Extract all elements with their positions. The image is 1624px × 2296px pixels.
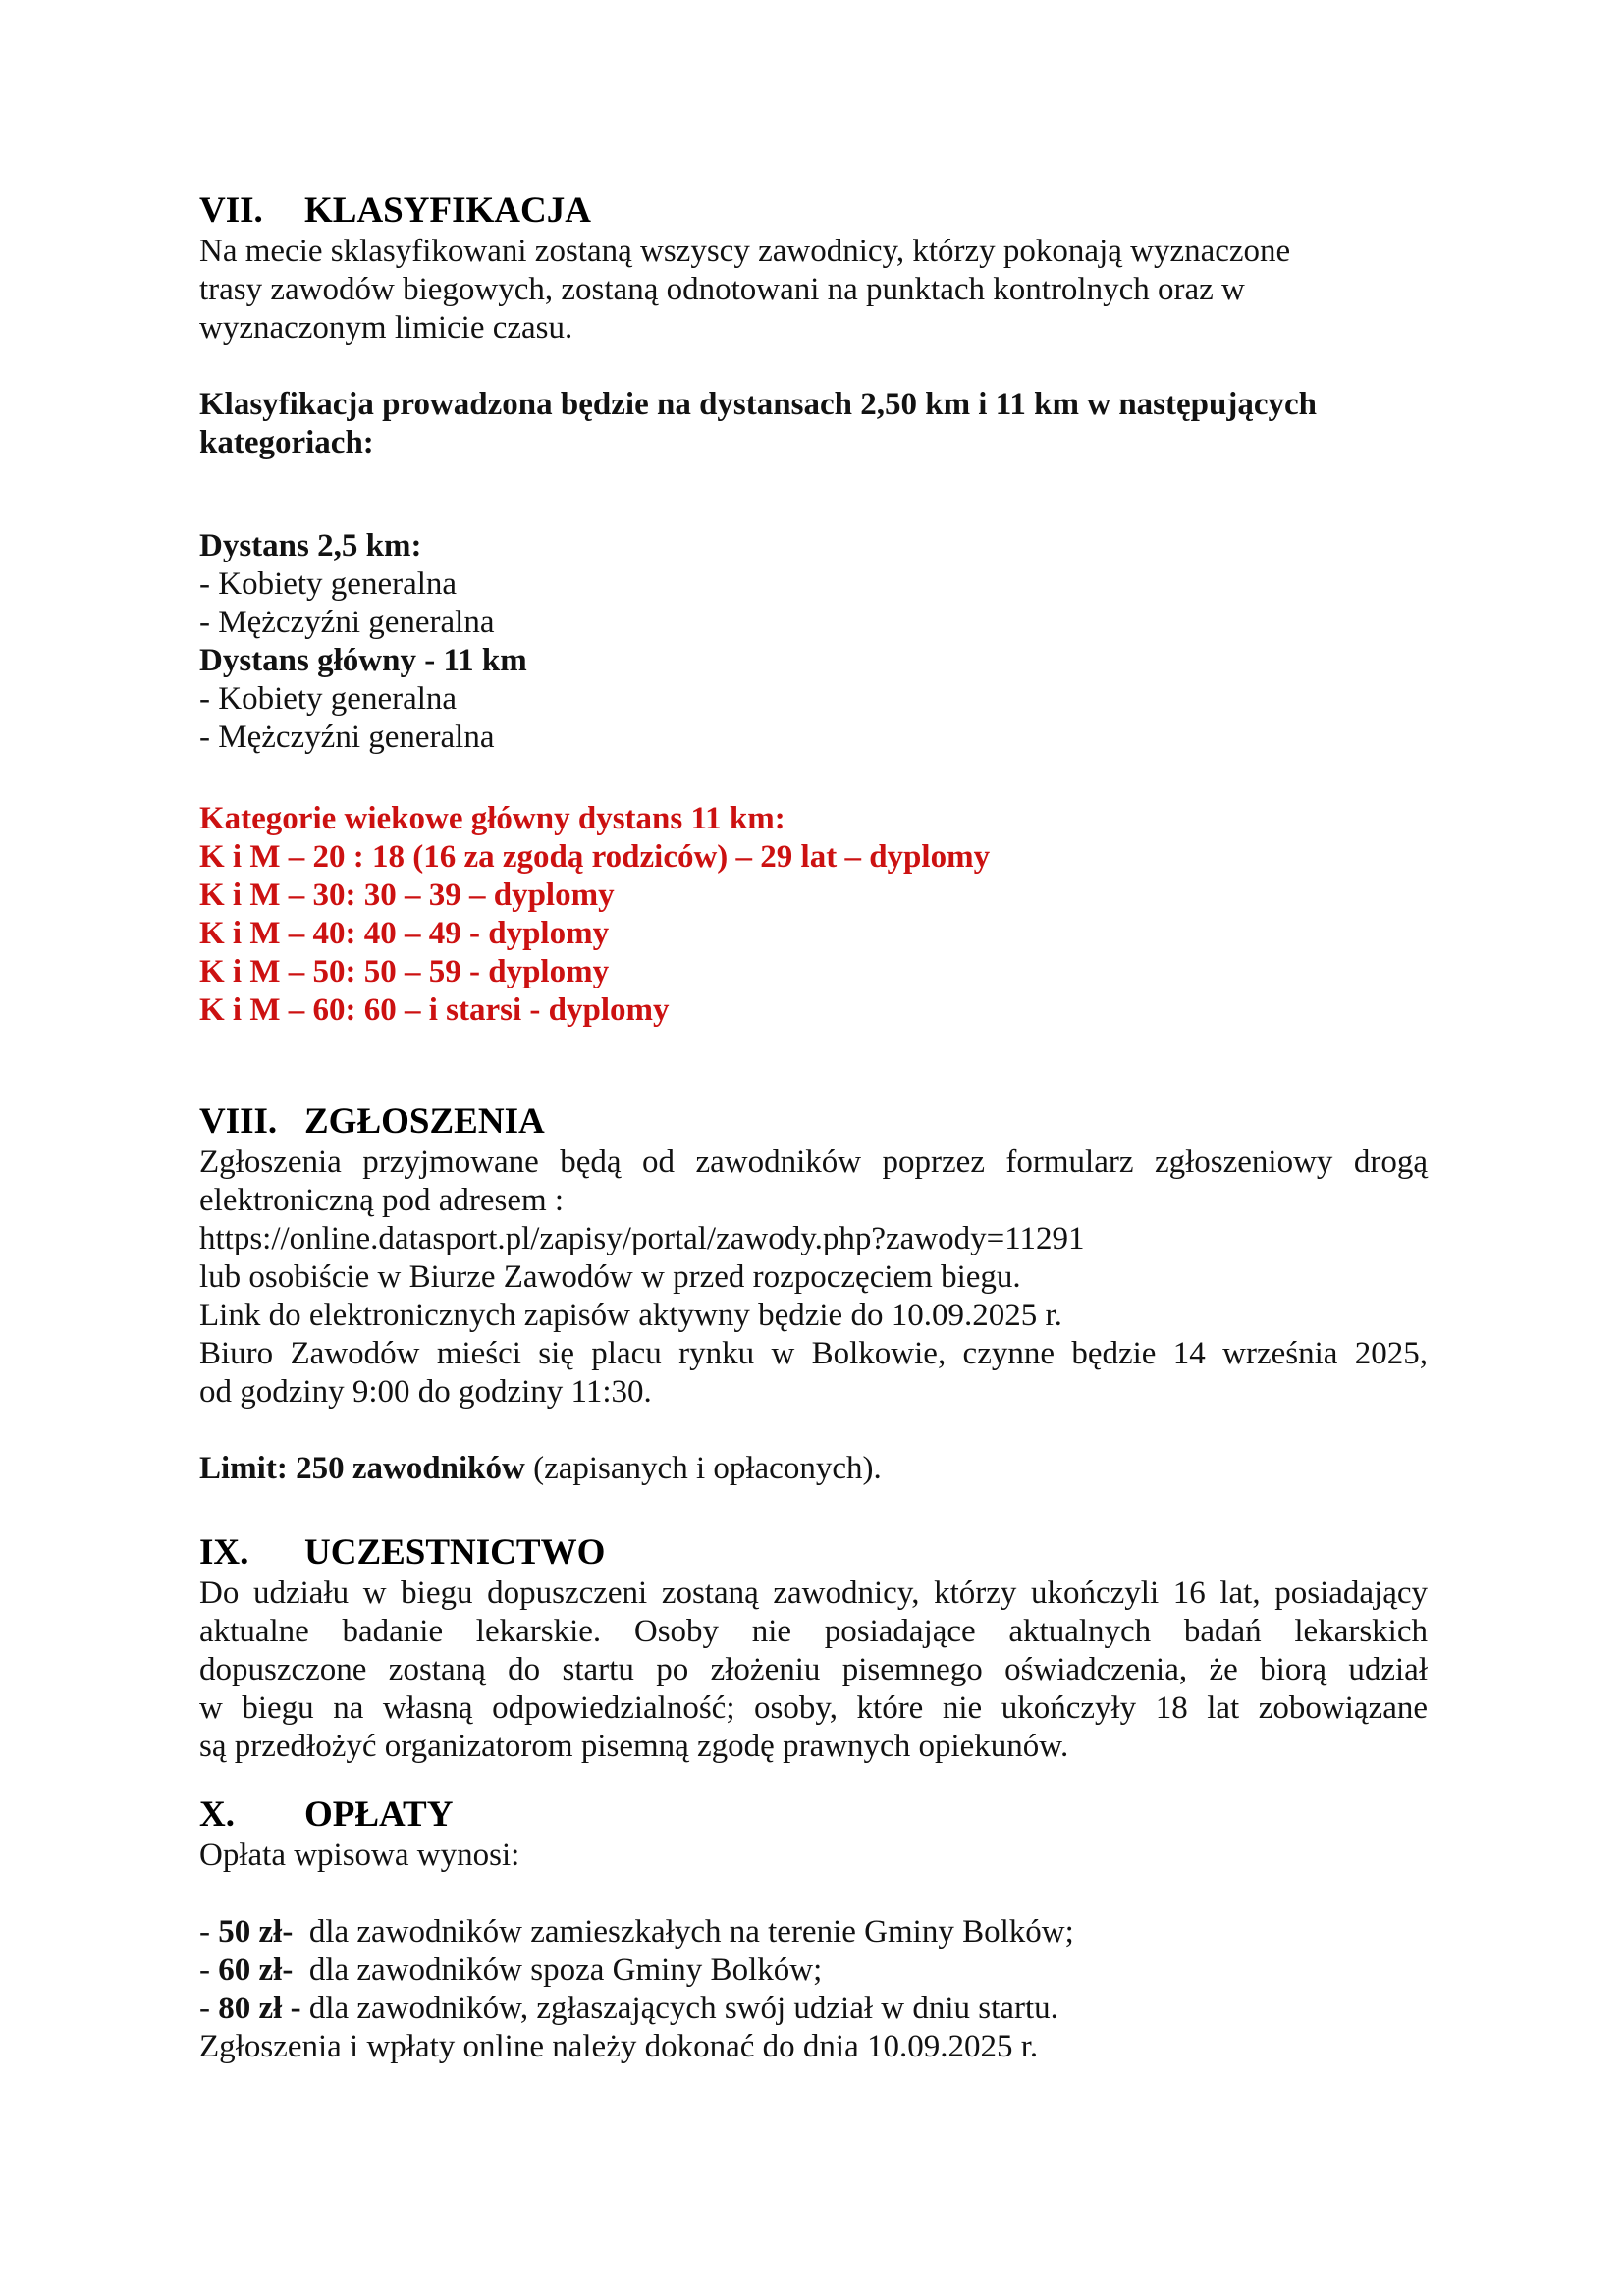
- age-categories-title: Kategorie wiekowe główny dystans 11 km:: [199, 801, 785, 836]
- classification-bold-line: kategoriach:: [199, 425, 374, 460]
- participant-limit-rest: (zapisanych i opłaconych).: [524, 1451, 882, 1486]
- age-category-line: K i M – 50: 50 – 59 - dyplomy: [199, 954, 610, 989]
- viii-para-line: Biuro Zawodów mieści się placu rynku w Bolkowie, czynne będzie 14 września 2025,: [199, 1336, 1428, 1371]
- fees-intro-line: Opłata wpisowa wynosi:: [199, 1838, 520, 1873]
- section-viii-number: VIII.: [199, 1101, 278, 1142]
- section-ix-number: IX.: [199, 1532, 249, 1573]
- spacer: [199, 1412, 1428, 1450]
- fee-prefix: -: [199, 1952, 219, 1988]
- ix-para-line: w biegu na własną odpowiedzialność; osoby, które nie ukończyły 18 lat zobowiązane: [199, 1690, 1428, 1726]
- ix-para-line: aktualne badanie lekarskie. Osoby nie posiadające aktualnych badań lekarskich: [199, 1614, 1428, 1649]
- participant-limit-bold: Limit: 250 zawodników: [199, 1451, 525, 1486]
- spacer: [199, 462, 1428, 527]
- spacer: [199, 1488, 1428, 1531]
- section-vii-title: KLASYFIKACJA: [304, 190, 591, 231]
- section-ix-title: UCZESTNICTWO: [304, 1532, 606, 1573]
- section-x-heading: [199, 1793, 1428, 1837]
- age-category-line: K i M – 60: 60 – i starsi - dyplomy: [199, 992, 670, 1028]
- section-x-number: X.: [199, 1794, 235, 1835]
- distance-2-item: - Mężczyźni generalna: [199, 720, 495, 755]
- ix-para-line: są przedłożyć organizatorom pisemną zgodę prawnych opiekunów.: [199, 1729, 1069, 1764]
- distance-2-title: Dystans główny - 11 km: [199, 643, 527, 678]
- ix-para-line: Do udziału w biegu dopuszczeni zostaną zawodnicy, którzy ukończyli 16 lat, posiadający: [199, 1575, 1428, 1611]
- viii-para-line: elektroniczną pod adresem :: [199, 1183, 565, 1218]
- vii-para-line: wyznaczonym limicie czasu.: [199, 310, 573, 346]
- vii-para-line: Na mecie sklasyfikowani zostaną wszyscy zawodnicy, którzy pokonają wyznaczone: [199, 234, 1291, 269]
- spacer: [199, 1875, 1428, 1913]
- fee-prefix: -: [199, 1914, 219, 1949]
- classification-bold-line: Klasyfikacja prowadzona będzie na dystansach 2,50 km i 11 km w następujących: [199, 387, 1318, 422]
- ix-para-line: dopuszczone zostaną do startu po złożeniu pisemnego oświadczenia, że biorą udział: [199, 1652, 1428, 1687]
- distance-1-item: - Mężczyźni generalna: [199, 605, 495, 640]
- section-vii-number: VII.: [199, 190, 263, 231]
- fee-description: dla zawodników zamieszkałych na terenie Gminy Bolków;: [293, 1914, 1074, 1949]
- viii-para-line: Zgłoszenia przyjmowane będą od zawodników poprzez formularz zgłoszeniowy drogą: [199, 1145, 1428, 1180]
- section-vii-heading: [199, 189, 1428, 233]
- fee-description: dla zawodników, zgłaszających swój udział w dniu startu.: [300, 1991, 1058, 2026]
- fee-amount: 60 zł-: [218, 1952, 294, 1988]
- viii-para-line: Link do elektronicznych zapisów aktywny będzie do 10.09.2025 r.: [199, 1298, 1062, 1333]
- spacer: [199, 347, 1428, 386]
- fee-description: dla zawodników spoza Gminy Bolków;: [293, 1952, 823, 1988]
- distance-1-title: Dystans 2,5 km:: [199, 528, 422, 563]
- age-category-line: K i M – 30: 30 – 39 – dyplomy: [199, 878, 615, 913]
- section-viii-heading: [199, 1100, 1428, 1144]
- distance-1-item: - Kobiety generalna: [199, 566, 458, 602]
- vii-para-line: trasy zawodów biegowych, zostaną odnotowani na punktach kontrolnych oraz w: [199, 272, 1245, 307]
- section-x-title: OPŁATY: [304, 1794, 454, 1835]
- participant-limit-line: [199, 1450, 1428, 1488]
- age-category-line: K i M – 40: 40 – 49 - dyplomy: [199, 916, 610, 951]
- section-ix-heading: [199, 1531, 1428, 1575]
- fee-line: [199, 1951, 1428, 1990]
- fee-amount: 50 zł-: [218, 1914, 294, 1949]
- spacer: [199, 757, 1428, 800]
- registration-url: https://online.datasport.pl/zapisy/portal/zawody.php?zawody=11291: [199, 1221, 1085, 1256]
- fee-amount: 80 zł -: [218, 1991, 301, 2026]
- section-viii-title: ZGŁOSZENIA: [304, 1101, 545, 1142]
- spacer: [199, 1030, 1428, 1100]
- viii-para-line: lub osobiście w Biurze Zawodów w przed rozpoczęciem biegu.: [199, 1259, 1021, 1295]
- fee-line: [199, 1913, 1428, 1951]
- viii-para-line: od godziny 9:00 do godziny 11:30.: [199, 1374, 652, 1410]
- fee-line: [199, 1990, 1428, 2028]
- fees-outro-line: Zgłoszenia i wpłaty online należy dokonać do dnia 10.09.2025 r.: [199, 2029, 1039, 2064]
- distance-2-item: - Kobiety generalna: [199, 681, 458, 717]
- age-category-line: K i M – 20 : 18 (16 za zgodą rodziców) – 29 lat – dyplomy: [199, 839, 991, 875]
- spacer: [199, 1766, 1428, 1793]
- fee-prefix: -: [199, 1991, 219, 2026]
